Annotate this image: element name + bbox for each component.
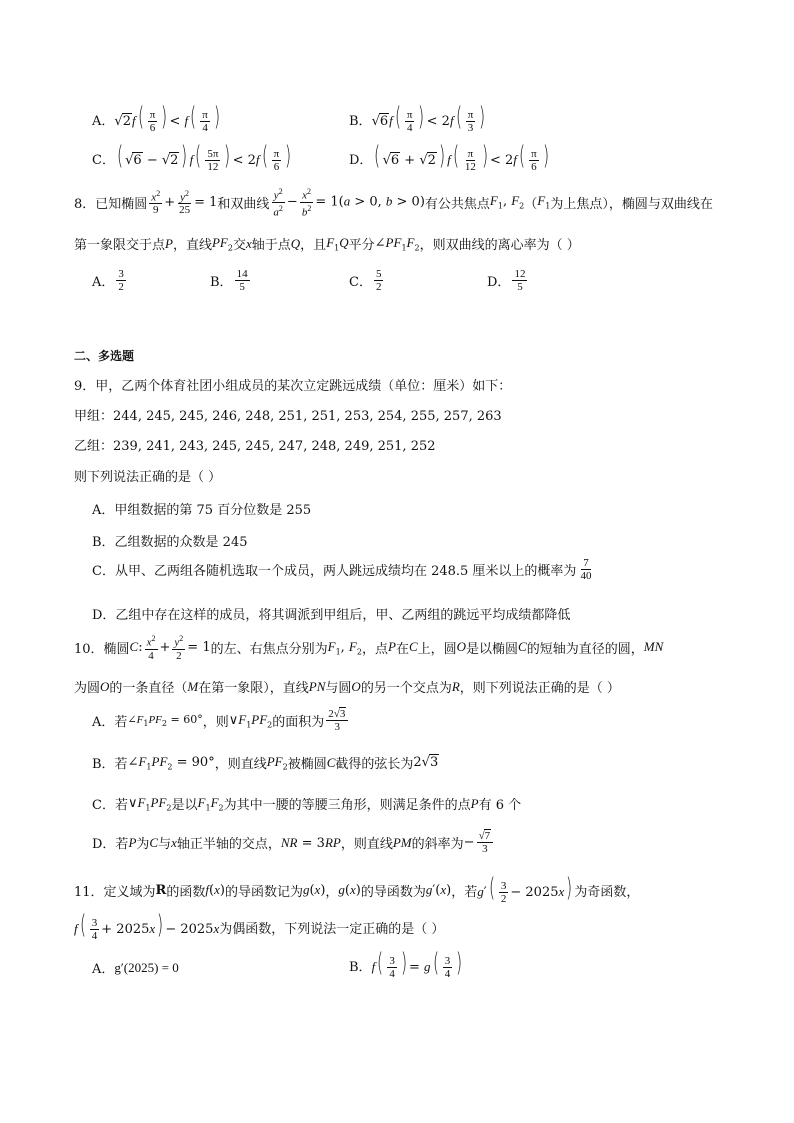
q10-o: O bbox=[456, 639, 467, 655]
q10-text3: 在 bbox=[395, 641, 409, 657]
q11-text1: 的函数 bbox=[166, 884, 206, 900]
q8-option-c-label: C． bbox=[349, 275, 372, 290]
q11-gx2: g(x) bbox=[338, 882, 361, 898]
q10-option-d-pm: PM bbox=[392, 834, 412, 850]
q8-text1: 已知椭圆 bbox=[95, 196, 148, 212]
q8-option-d-value: $\frac{12}{5}$ bbox=[514, 268, 526, 293]
q10-option-a[interactable] bbox=[92, 708, 350, 733]
q10-text1: 的左、右焦点分别为 bbox=[210, 641, 328, 657]
q8-text5: 为上焦点），椭圆与双曲线在 bbox=[550, 196, 713, 212]
q8-point-q: Q bbox=[290, 235, 301, 251]
q10-text6: 的短轴为直径的圆， bbox=[526, 641, 644, 657]
q10-stem-line2 bbox=[74, 677, 620, 696]
q11-odd-expr: g′( $\frac{3}{2}$ − 2025x) bbox=[477, 873, 573, 905]
q11-option-b-label: B． bbox=[349, 959, 372, 975]
q7-option-d-formula: ( √6 + √2 ) f( $\frac{\pi}{12}$ ) < 2f( $\frac{\pi}{6}$ ) bbox=[374, 141, 549, 173]
q11-gpx: g′(x) bbox=[425, 882, 452, 898]
q11-even-expr: f( $\frac{3}{4}$ + 2025x) − 2025x bbox=[74, 910, 220, 942]
q10-option-a-value: $\frac{2√3}{3}$ bbox=[326, 708, 348, 733]
q11-number: 11．定义域为 bbox=[74, 884, 156, 900]
q10-option-b-value: 2√3 bbox=[413, 755, 439, 770]
q8-line2-g: ，则双曲线的离心率为（ ） bbox=[419, 238, 580, 253]
q10-option-b-angle: $\angle F_1PF_2 = 90^\circ$ bbox=[127, 753, 215, 772]
q10-option-d-f: 的斜率为 bbox=[411, 837, 464, 852]
q10-option-b-a: B．若 bbox=[92, 757, 128, 772]
q10-text4: 上，圆 bbox=[417, 641, 457, 657]
q10-m: M bbox=[187, 678, 199, 694]
q10-option-d-b: 为 bbox=[136, 837, 150, 852]
q8-angle: $\angle PF_1F_2$ bbox=[374, 234, 420, 253]
q11-text2: 的导函数记为 bbox=[224, 884, 303, 900]
q10-option-c-a: C．若 bbox=[92, 798, 128, 813]
q11-option-a-expr: g′(2025) = 0 bbox=[114, 959, 179, 975]
q8-option-b-label: B． bbox=[210, 275, 233, 290]
q10-option-b-ellipse: C bbox=[326, 754, 336, 770]
q7-option-a-label: A． bbox=[92, 113, 115, 129]
q10-option-b-b: ，则直线 bbox=[214, 757, 267, 772]
q10-option-c[interactable] bbox=[92, 794, 521, 813]
q11-option-b[interactable] bbox=[349, 950, 464, 980]
q10-option-c-p: P bbox=[470, 795, 479, 811]
q10-option-d-value: − $\frac{√7}{3}$ bbox=[464, 830, 495, 855]
q7-option-b-formula: √6f( $\frac{\pi}{4}$ ) < 2f( $\frac{\pi}{3}$ ) bbox=[371, 102, 486, 134]
q8-f1: $F_1$ bbox=[537, 193, 551, 211]
q8-line2-f: 平分 bbox=[348, 238, 375, 253]
q9-option-d[interactable]: D．乙组中存在这样的成员，将其调派到甲组后，甲、乙两组的跳远平均成绩都降低 bbox=[92, 608, 571, 623]
q11-option-a-label: A． bbox=[92, 962, 115, 977]
q11-text3: ， bbox=[325, 884, 339, 900]
q11-r: R bbox=[155, 882, 167, 898]
q8-text4: （ bbox=[524, 196, 538, 212]
q10-option-a-c: 的面积为 bbox=[272, 715, 325, 730]
q8-line2-c: 交 bbox=[232, 238, 246, 253]
q10-line2-e: 的另一个交点为 bbox=[360, 681, 452, 696]
q10-option-d-x: x bbox=[171, 834, 177, 850]
q10-text2: ，点 bbox=[361, 641, 388, 657]
q7-option-b[interactable] bbox=[349, 104, 487, 134]
q10-option-b-line: $PF_2$ bbox=[266, 753, 288, 772]
q10-option-d-c-text: 与 bbox=[158, 837, 172, 852]
q7-option-c-label: C． bbox=[92, 152, 115, 168]
q10-line2-b: 的一条直径（ bbox=[109, 681, 188, 696]
q10-text5: 是以椭圆 bbox=[466, 641, 519, 657]
q9-stem: 9．甲，乙两个体育社团小组成员的某次立定跳远成绩（单位：厘米）如下： bbox=[74, 379, 512, 394]
q10-o2: O bbox=[100, 678, 110, 694]
q10-option-b-d: 截得的弦长为 bbox=[335, 757, 414, 772]
q7-option-a[interactable] bbox=[92, 104, 222, 134]
q10-option-a-angle: $\angle F_1PF_2 = 60^\circ$ bbox=[127, 712, 203, 729]
q8-hyperbola-formula: $\frac{y^2}{a^2}$ − $\frac{x^2}{b^2}$ = 1(a > 0, b > 0) bbox=[273, 187, 425, 219]
q11-fx: f(x) bbox=[205, 882, 225, 898]
q10-option-a-tri: $\vee F_1PF_2$ bbox=[228, 711, 273, 730]
q8-text3: 有公共焦点 bbox=[424, 196, 490, 212]
q8-option-a[interactable] bbox=[92, 268, 128, 293]
q10-option-c-c: 为其中一腰的等腰三角形，则满足条件的点 bbox=[223, 798, 471, 813]
q8-stem-line1 bbox=[74, 186, 713, 218]
q9-option-a[interactable]: A．甲组数据的第 75 百分位数是 255 bbox=[92, 503, 312, 518]
q11-stem-line1 bbox=[74, 875, 639, 905]
q8-option-b-value: $\frac{14}{5}$ bbox=[236, 268, 248, 293]
q8-x: x bbox=[245, 235, 252, 251]
q11-option-a[interactable] bbox=[92, 958, 179, 977]
q8-stem-line2 bbox=[74, 234, 580, 253]
q10-option-d-a: D．若 bbox=[92, 837, 129, 852]
q7-option-d-label: D． bbox=[349, 152, 373, 168]
q7-option-a-formula: √2f( $\frac{\pi}{6}$ ) < f( $\frac{\pi}{4}$ ) bbox=[114, 102, 220, 134]
q11-line2-b: 为偶函数，下列说法一定正确的是（ ） bbox=[219, 921, 445, 937]
q11-stem-line2 bbox=[74, 912, 444, 942]
q11-text6: 为奇函数， bbox=[574, 884, 640, 900]
q8-option-d[interactable] bbox=[487, 268, 529, 293]
q10-option-d-d: 轴正半轴的交点， bbox=[176, 837, 281, 852]
q9-option-c[interactable] bbox=[92, 557, 595, 582]
q10-option-d-p: P bbox=[128, 834, 137, 850]
q10-option-c-d: 有 6 个 bbox=[478, 798, 522, 813]
q11-gx: g(x) bbox=[302, 882, 326, 898]
q10-option-d-c: C bbox=[149, 834, 159, 850]
q8-line2-a: 第一象限交于点 bbox=[74, 238, 166, 253]
q8-option-a-value: $\frac{3}{2}$ bbox=[118, 268, 124, 293]
q10-p: P bbox=[387, 639, 396, 655]
q11-text5: ，若 bbox=[451, 884, 478, 900]
q8-line2-d: 轴于点 bbox=[251, 238, 291, 253]
q9-ask: 则下列说法正确的是（ ） bbox=[74, 470, 222, 485]
q10-line2-a: 为圆 bbox=[74, 681, 101, 696]
q10-c2: C bbox=[518, 639, 527, 655]
q8-line2-b: ，直线 bbox=[172, 238, 212, 253]
q10-option-c-tri: $\vee F_1PF_2$ bbox=[127, 794, 172, 813]
q8-option-c-value: $\frac{5}{2}$ bbox=[375, 268, 382, 293]
q9-group-b: 乙组：239, 241, 243, 245, 245, 247, 248, 249, 251, 252 bbox=[74, 439, 436, 454]
section-title: 二、多选题 bbox=[74, 349, 135, 363]
q10-line2-f: ，则下列说法正确的是（ ） bbox=[459, 681, 620, 696]
q10-r: R bbox=[451, 678, 460, 694]
q7-option-c-formula: ( √6 − √2 ) f( $\frac{5\pi}{12}$ ) < 2f( $\frac{\pi}{6}$ ) bbox=[116, 141, 292, 173]
q8-option-a-label: A． bbox=[92, 275, 115, 290]
q9-group-a: 甲组：244, 245, 245, 246, 248, 251, 251, 253, 254, 255, 257, 263 bbox=[74, 409, 502, 424]
q7-option-b-label: B． bbox=[349, 113, 372, 129]
q10-option-b[interactable] bbox=[92, 753, 439, 772]
q10-mn: MN bbox=[643, 639, 664, 655]
q10-pn: PN bbox=[308, 678, 326, 694]
q10-option-d[interactable] bbox=[92, 830, 495, 855]
q8-foci: $F_1$, $F_2$ bbox=[489, 193, 525, 211]
q10-option-b-c: 被椭圆 bbox=[287, 757, 327, 772]
q10-line2-c: 在第一象限），直线 bbox=[198, 681, 309, 696]
q10-option-c-side: $F_1F_2$ bbox=[197, 794, 224, 813]
q8-point-p: P bbox=[165, 235, 173, 251]
q9-option-b[interactable]: B．乙组数据的众数是 245 bbox=[92, 535, 248, 550]
q8-line2-e: ，且 bbox=[300, 238, 327, 253]
q10-ellipse-formula: C: $\frac{x^2}{4}$ + $\frac{y^2}{2}$ = 1 bbox=[129, 634, 211, 662]
q10-o3: O bbox=[351, 678, 361, 694]
q7-option-d[interactable] bbox=[349, 143, 551, 173]
q10-stem-line1 bbox=[74, 633, 663, 662]
q10-number: 10．椭圆 bbox=[74, 641, 130, 657]
q8-option-d-label: D． bbox=[487, 275, 511, 290]
q8-option-b[interactable] bbox=[210, 268, 252, 293]
q9-option-c-text: C．从甲、乙两组各随机选取一个成员，两人跳远成绩均在 248.5 厘米以上的概率为 bbox=[92, 564, 577, 579]
q7-option-c[interactable] bbox=[92, 143, 293, 173]
q8-f1q: $F_1Q$ bbox=[326, 234, 349, 253]
q9-option-c-value: $\frac{7}{40}$ bbox=[580, 557, 592, 582]
q10-option-a-b: ，则 bbox=[202, 715, 229, 730]
q8-ellipse-formula: $\frac{x^2}{9}$ + $\frac{y^2}{25}$ = 1 bbox=[151, 188, 218, 217]
q10-option-d-vector: NR = 3RP bbox=[280, 834, 341, 851]
q8-number: 8． bbox=[74, 196, 96, 212]
q10-foci: $F_1$, $F_2$ bbox=[327, 638, 362, 657]
q8-line-pf2: $PF_2$ bbox=[211, 234, 233, 253]
q8-option-c[interactable] bbox=[349, 268, 385, 293]
q10-option-a-a: A．若 bbox=[92, 715, 128, 730]
q11-option-b-expr: f( $\frac{3}{4}$ ) = g( $\frac{3}{4}$ ) bbox=[371, 948, 463, 980]
q10-line2-d: 与圆 bbox=[325, 681, 352, 696]
q10-option-d-e: ，则直线 bbox=[340, 837, 393, 852]
q8-text2: 和双曲线 bbox=[217, 196, 270, 212]
q10-c: C bbox=[408, 639, 418, 655]
q11-text4: 的导函数为 bbox=[360, 884, 426, 900]
q10-option-c-b: 是以 bbox=[171, 798, 198, 813]
